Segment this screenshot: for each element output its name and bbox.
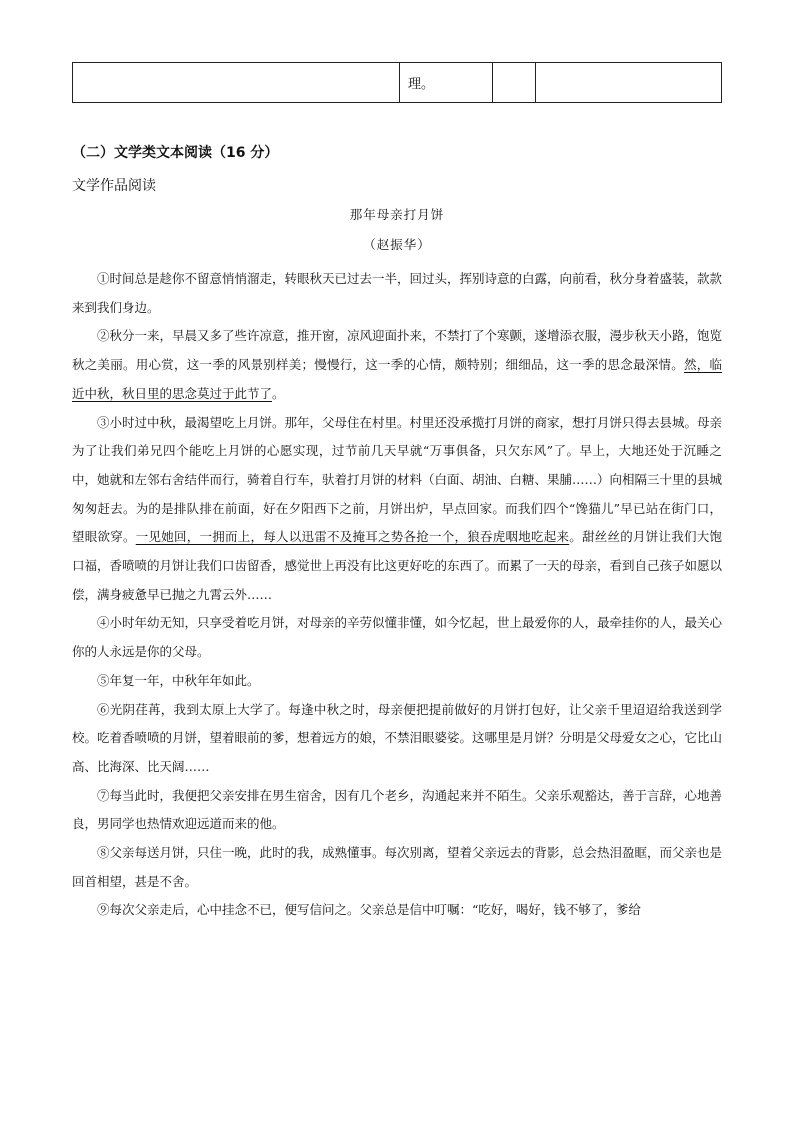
paragraph [72, 609, 722, 666]
paragraph [72, 896, 722, 925]
article-title: 那年母亲打月饼 [349, 207, 445, 222]
paragraph-text: ③小时过中秋，最渴望吃上月饼。那年，父母住在村里。村里还没承揽打月饼的商家，想打月饼只得去县城。母亲为了让我们弟兄四个能吃上月饼的心愿实现，过节前几天早就“万事俱备，只欠东风”了。早上，大地还处于沉睡之中，她就和左邻右舍结伴而行，骑着自行车，驮着打月饼的材料（白面、胡油、白糖、果脯……）向相隔三十里的县城匆匆赶去。为的是排队排在前面，好在夕阳西下之前，月饼出炉，早点回家。而我们四个“馋猫儿”早已站在街门口，望眼欲穿。 [72, 414, 723, 545]
table-cell [73, 63, 400, 103]
paragraph [72, 667, 722, 696]
paragraph-text: ①时间总是趁你不留意悄悄溜走，转眼秋天已过去一半，回过头，挥别诗意的白露，向前看，秋分身着盛装，款款来到我们身边。 [72, 271, 723, 315]
section-heading: （二）文学类文本阅读（16 分） [72, 145, 279, 161]
paragraph-text: 。 [272, 385, 285, 401]
paragraph-text: ⑤年复一年，中秋年年如此。 [97, 672, 260, 688]
paragraph [72, 409, 722, 610]
paragraph [72, 265, 722, 322]
paragraph-text: ⑥光阴荏苒，我到太原上大学了。每逢中秋之时，母亲便把提前做好的月饼打包好，让父亲千里迢迢给我送到学校。吃着香喷喷的月饼，望着眼前的爹，想着远方的娘，不禁泪眼婆娑。这哪里是月饼？分明是父母爱女之心，它比山高、比海深、比天阔…… [72, 701, 723, 774]
table-cell [493, 63, 536, 103]
paragraph-text: ②秋分一来，早晨又多了些许凉意，推开窗，凉风迎面扑来，不禁打了个寒颤，遂增添衣服，漫步秋天小路，饱览秋之美丽。用心赏，这一季的风景别样美；慢慢行，这一季的心情，颇特别；细细品，这一季的思念最深情。 [72, 328, 723, 373]
table-row [73, 63, 722, 103]
table-cell: 理。 [400, 63, 493, 103]
paragraph-text: ⑨每次父亲走后，心中挂念不已，便写信问之。父亲总是信中叮嘱：“吃好，喝好，钱不够了，爹给 [97, 902, 641, 918]
subheading: 文学作品阅读 [72, 178, 156, 194]
paragraph-text: ④小时年幼无知，只享受着吃月饼，对母亲的辛劳似懂非懂，如今忆起，世上最爱你的人，最牵挂你的人，最关心你的人永远是你的父母。 [72, 615, 723, 660]
paragraph-text: ⑧父亲每送月饼，只住一晚，此时的我，成熟懂事。每次别离，望着父亲远去的背影，总会热泪盈眶，而父亲也是回首相望，甚是不舍。 [72, 845, 723, 889]
paragraph [72, 782, 722, 839]
article-author: （赵振华） [363, 237, 431, 252]
paragraph [72, 322, 722, 408]
paragraph [72, 696, 722, 782]
paragraph [72, 839, 722, 896]
article-body [72, 265, 722, 925]
paragraph-text: ⑦每当此时，我便把父亲安排在男生宿舍，因有几个老乡，沟通起来并不陌生。父亲乐观豁达，善于言辞，心地善良，男同学也热情欢迎远道而来的他。 [72, 787, 723, 832]
underlined-sentence: 一见她回，一拥而上，每人以迅雷不及掩耳之势各抢一个，狼吞虎咽地吃起来 [135, 529, 570, 545]
answer-table [72, 62, 722, 103]
paragraph-text: 。甜丝丝的月饼让我们大饱口福，香喷喷的月饼让我们口齿留香，感觉世上再没有比这更好吃的东西了。而累了一天的母亲，看到自己孩子如愿以偿，满身疲惫早已抛之九霄云外…… [72, 529, 723, 602]
table-cell [536, 63, 722, 103]
underlined-sentence: 然，临近中秋，秋日里的思念莫过于此节了 [72, 357, 722, 401]
